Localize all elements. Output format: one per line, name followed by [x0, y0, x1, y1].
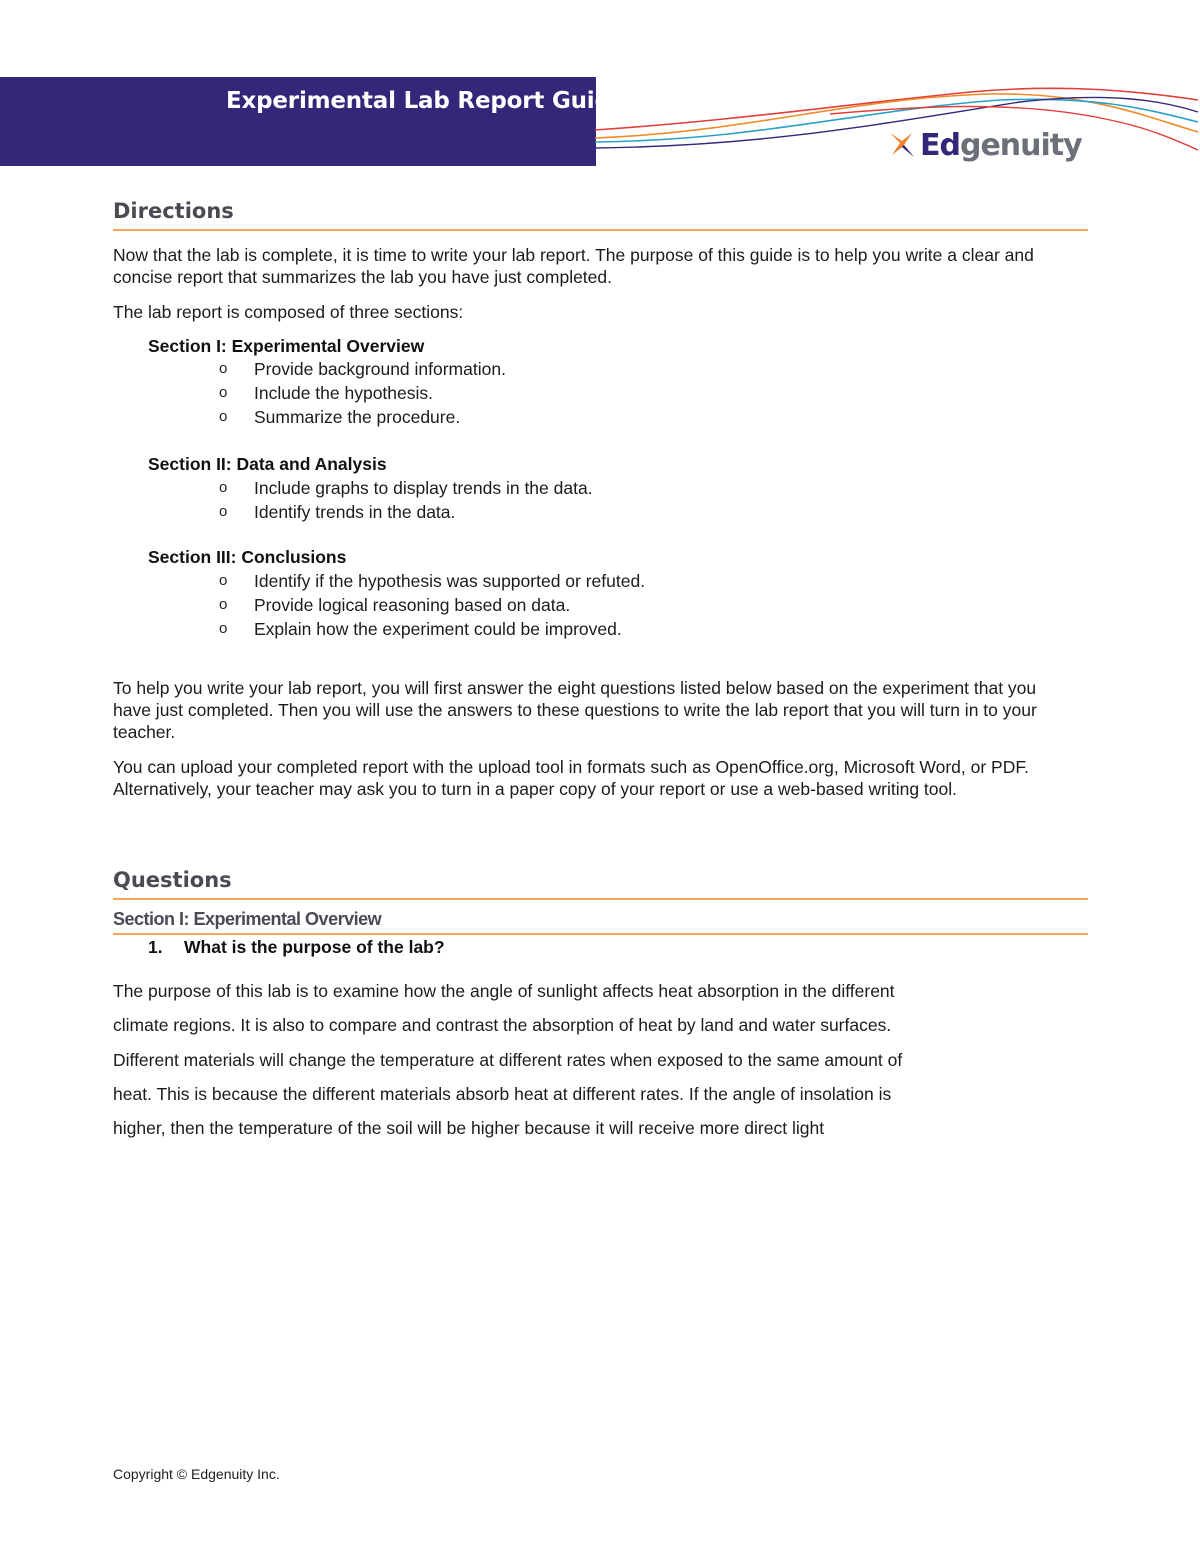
- directions-heading: Directions: [113, 199, 1088, 231]
- copyright-footer: Copyright © Edgenuity Inc.: [113, 1466, 280, 1482]
- answer-1: [113, 974, 1013, 1145]
- list-item: o Provide background information.: [219, 359, 506, 379]
- questions-subsection-title: Section I: Experimental Overview: [113, 909, 1088, 935]
- page-title: Experimental Lab Report Guide: [226, 88, 627, 114]
- answer-line: heat. This is because the different materials absorb heat at different rates. If the angle of insolation is: [113, 1083, 892, 1104]
- answer-line: higher, then the temperature of the soil will be higher because it will receive more direct light: [113, 1118, 825, 1139]
- list-item: o Provide logical reasoning based on data.: [219, 595, 571, 615]
- section-2-title: Section II: Data and Analysis: [148, 454, 387, 474]
- edgenuity-logo: [886, 124, 1082, 166]
- section-1-list: [216, 357, 506, 429]
- x-star-icon: [886, 129, 918, 161]
- answer-line: climate regions. It is also to compare and contrast the absorption of heat by land and water surfaces.: [113, 1015, 892, 1036]
- section-3-list: [216, 569, 645, 641]
- answer-line: The purpose of this lab is to examine how the angle of sunlight affects heat absorption in the different: [113, 981, 895, 1001]
- list-item: o Identify if the hypothesis was supported or refuted.: [219, 571, 646, 591]
- list-item: o Include graphs to display trends in the data.: [219, 478, 593, 498]
- list-item: o Identify trends in the data.: [219, 502, 456, 522]
- questions-heading: Questions: [113, 868, 1088, 900]
- list-item: o Explain how the experiment could be improved.: [219, 619, 622, 639]
- section-2-list: [216, 476, 593, 524]
- question-number: 1.: [148, 937, 163, 957]
- list-item: o Summarize the procedure.: [219, 407, 461, 427]
- directions-help: To help you write your lab report, you will first answer the eight questions listed below based on the experiment that you have just completed. Then you will use the answers to these questions to write the lab report that you will turn in to your teacher.: [113, 678, 1037, 742]
- directions-composed: The lab report is composed of three sections:: [113, 302, 464, 322]
- question-text: What is the purpose of the lab?: [184, 937, 445, 957]
- section-3-title: Section III: Conclusions: [148, 547, 347, 567]
- directions-upload: You can upload your completed report with the upload tool in formats such as OpenOffice.org, Microsoft Word, or PDF. Alternatively, your teacher may ask you to turn in a paper copy of your report or use a web-based writing tool.: [113, 757, 1029, 799]
- logo-text-ed: Ed: [920, 127, 960, 163]
- answer-line: Different materials will change the temperature at different rates when exposed to the same amount of: [113, 1049, 903, 1070]
- list-item: o Include the hypothesis.: [219, 383, 434, 403]
- directions-intro: Now that the lab is complete, it is time to write your lab report. The purpose of this guide is to help you write a clear and concise report that summarizes the lab you have just completed.: [113, 245, 1034, 287]
- question-1: [148, 937, 445, 958]
- logo-text-genuity: genuity: [959, 127, 1082, 163]
- section-1-title: Section I: Experimental Overview: [148, 336, 425, 356]
